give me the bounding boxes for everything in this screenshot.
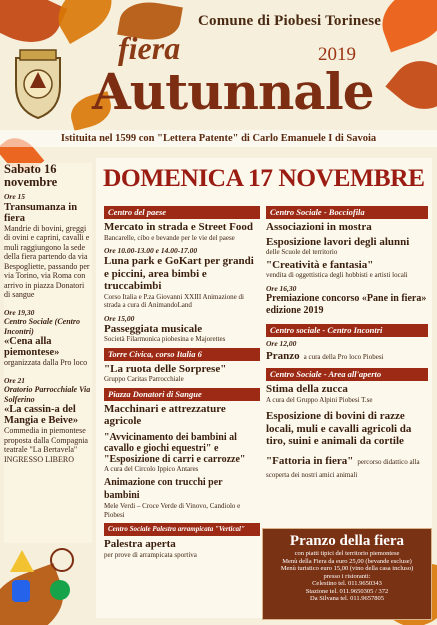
saturday-sidebar [4, 163, 92, 543]
lunch-menu: Menù della Fiera da euro 25,00 (bevande escluse) [282, 557, 412, 565]
section-header: Centro del paese [104, 206, 260, 219]
sponsor-logo [50, 580, 70, 600]
event-title: Transumanza in fiera [4, 201, 78, 224]
section-header: Centro sociale - Centro Incontri [266, 324, 428, 337]
event-description: percorso didattico alla scoperta dei nostri amici animali [266, 457, 420, 479]
sponsor-logo [10, 550, 34, 572]
fair-year: 2019 [318, 44, 356, 65]
section-header: Piazza Donatori di Sangue [104, 388, 260, 401]
event-description: organizzata dalla Pro loco [4, 358, 88, 367]
event-time: Ore 19,30 [4, 307, 35, 317]
event-title: Animazione con trucchi per bambini [104, 477, 223, 501]
event-title: Esposizione di bovini di razze locali, muli e cavalli agricoli da tiro, suini e animali da cortile [266, 410, 412, 447]
event-title: Associazioni in mostra [266, 221, 372, 233]
event-title: Pranzo [266, 349, 300, 362]
event-title: Macchinari e attrezzature agricole [104, 402, 226, 427]
event-description: Mandrie di bovini, greggi di ovini e caprini, cavalli e muli raggiungono la sede della fiera partendo da via Bespogliette, passando per via Torino, via Roma con arrivo in piazza Donatori di sangue [4, 223, 90, 299]
event-title: "Avvicinamento dei bambini al cavallo e giochi equestri" e "Esposizione di carri e carrozze" [104, 431, 246, 465]
event-title: «Cena alla piemontese» [4, 336, 60, 358]
event-time: Ore 15 [4, 192, 26, 201]
lunch-menu: Menù turistico euro 15,00 (vino della casa incluso) [280, 565, 414, 572]
event-title: Esposizione lavori degli alunni [266, 235, 410, 248]
section-header: Torre Civica, corso Italia 6 [104, 348, 260, 361]
event-title: Stima della zucca [266, 383, 348, 395]
lunch-title: Pranzo della fiera [289, 533, 405, 549]
event-time: Ore 16,30 [266, 283, 297, 293]
restaurant-contact: Stazione tel. 011.9650305 / 372 [305, 587, 389, 595]
event-title: Palestra aperta [104, 538, 176, 550]
event-title: Premiazione concorso «Pane in fiera» edizione 2019 [266, 292, 427, 316]
restaurant-contact: Da Silvana tel. 011.9657805 [310, 595, 384, 602]
restaurant-contact: Celestino tel. 011.9650343 [312, 580, 382, 587]
event-title: "La ruota delle Sorprese" [104, 362, 227, 375]
municipality-name: Comune di Piobesi Torinese [198, 13, 382, 29]
event-title: "Creatività e fantasia" [266, 258, 374, 271]
sponsor-logo [12, 580, 30, 602]
section-header: Centro Sociale - Bocciofila [266, 206, 428, 219]
event-description: A cura del Gruppo Alpini Piobesi T.se [266, 395, 373, 404]
event-description: delle Scuole del territorio [266, 248, 338, 256]
lunch-box [262, 528, 432, 620]
event-description: Bancarelle, cibo e bevande per le vie del paese [104, 233, 235, 242]
event-description: Commedia in piemontese proposta dalla Compagnia teatrale "La Bertavela" INGRESSO LIBERO [4, 426, 88, 464]
event-description: Mele Verdi – Croce Verde di Vinovo, Candiolo e Piobesi [104, 502, 241, 519]
event-description: per prove di arrampicata sportiva [104, 550, 197, 559]
lunch-venues-label: presso i ristoranti: [323, 572, 371, 580]
lunch-subtitle: con piatti tipici del territorio piemontese [294, 550, 400, 557]
event-title: "Fattoria in fiera" [266, 454, 354, 467]
leaf-decoration [373, 0, 437, 52]
event-title: Luna park e GoKart per grandi e piccini, area bimbi e truccabimbi [104, 255, 254, 292]
fair-title-large: Autunnale [92, 62, 374, 121]
event-place: Oratorio Parrocchiale Via Solferino [4, 385, 91, 404]
event-time: Ore 10.00-13.00 e 14.00-17.00 [104, 246, 198, 255]
event-description: vendita di oggettistica degli hobbisti e artisti locali [266, 271, 408, 279]
leaf-decoration [385, 48, 437, 122]
saturday-date: Sabato 16 novembre [4, 162, 58, 189]
event-title: Mercato in strada e Street Food [104, 221, 253, 233]
event-title: «La cassin-a del Mangia e Beive» [4, 404, 79, 426]
sponsor-logo [50, 548, 74, 572]
event-description: A cura del Circolo Ippico Antares [104, 464, 199, 473]
foundation-banner: Istituita nel 1599 con "Lettera Patente" di Carlo Emanuele I di Savoia [0, 130, 437, 147]
sunday-title: DOMENICA 17 NOVEMBRE [103, 163, 425, 192]
event-description: a cura della Pro loco Piobesi [303, 352, 384, 361]
event-time: Ore 15,00 [104, 313, 135, 323]
right-program-column [266, 206, 428, 480]
event-description: Corso Italia e P.za Giovanni XXIII Animazione di strada a cura di AnimandoLand [104, 292, 244, 309]
event-description: Società Filarmonica piobesina e Majorettes [104, 335, 226, 343]
section-header: Centro Sociale - Area all'aperto [266, 368, 428, 381]
leaf-decoration [0, 0, 67, 54]
event-title: Passeggiata musicale [104, 322, 203, 335]
event-time: Ore 21 [4, 375, 26, 385]
coat-of-arms-icon [6, 48, 70, 120]
event-time: Ore 12,00 [266, 338, 297, 348]
left-program-column [104, 206, 260, 559]
event-description: Gruppo Caritas Parrocchiale [104, 375, 184, 383]
section-header: Centro Sociale Palestra arrampicata "Vertical" [104, 523, 260, 536]
event-place: Centro Sociale (Centro Incontri) [4, 317, 81, 336]
fair-title-small: fiera [118, 30, 181, 66]
